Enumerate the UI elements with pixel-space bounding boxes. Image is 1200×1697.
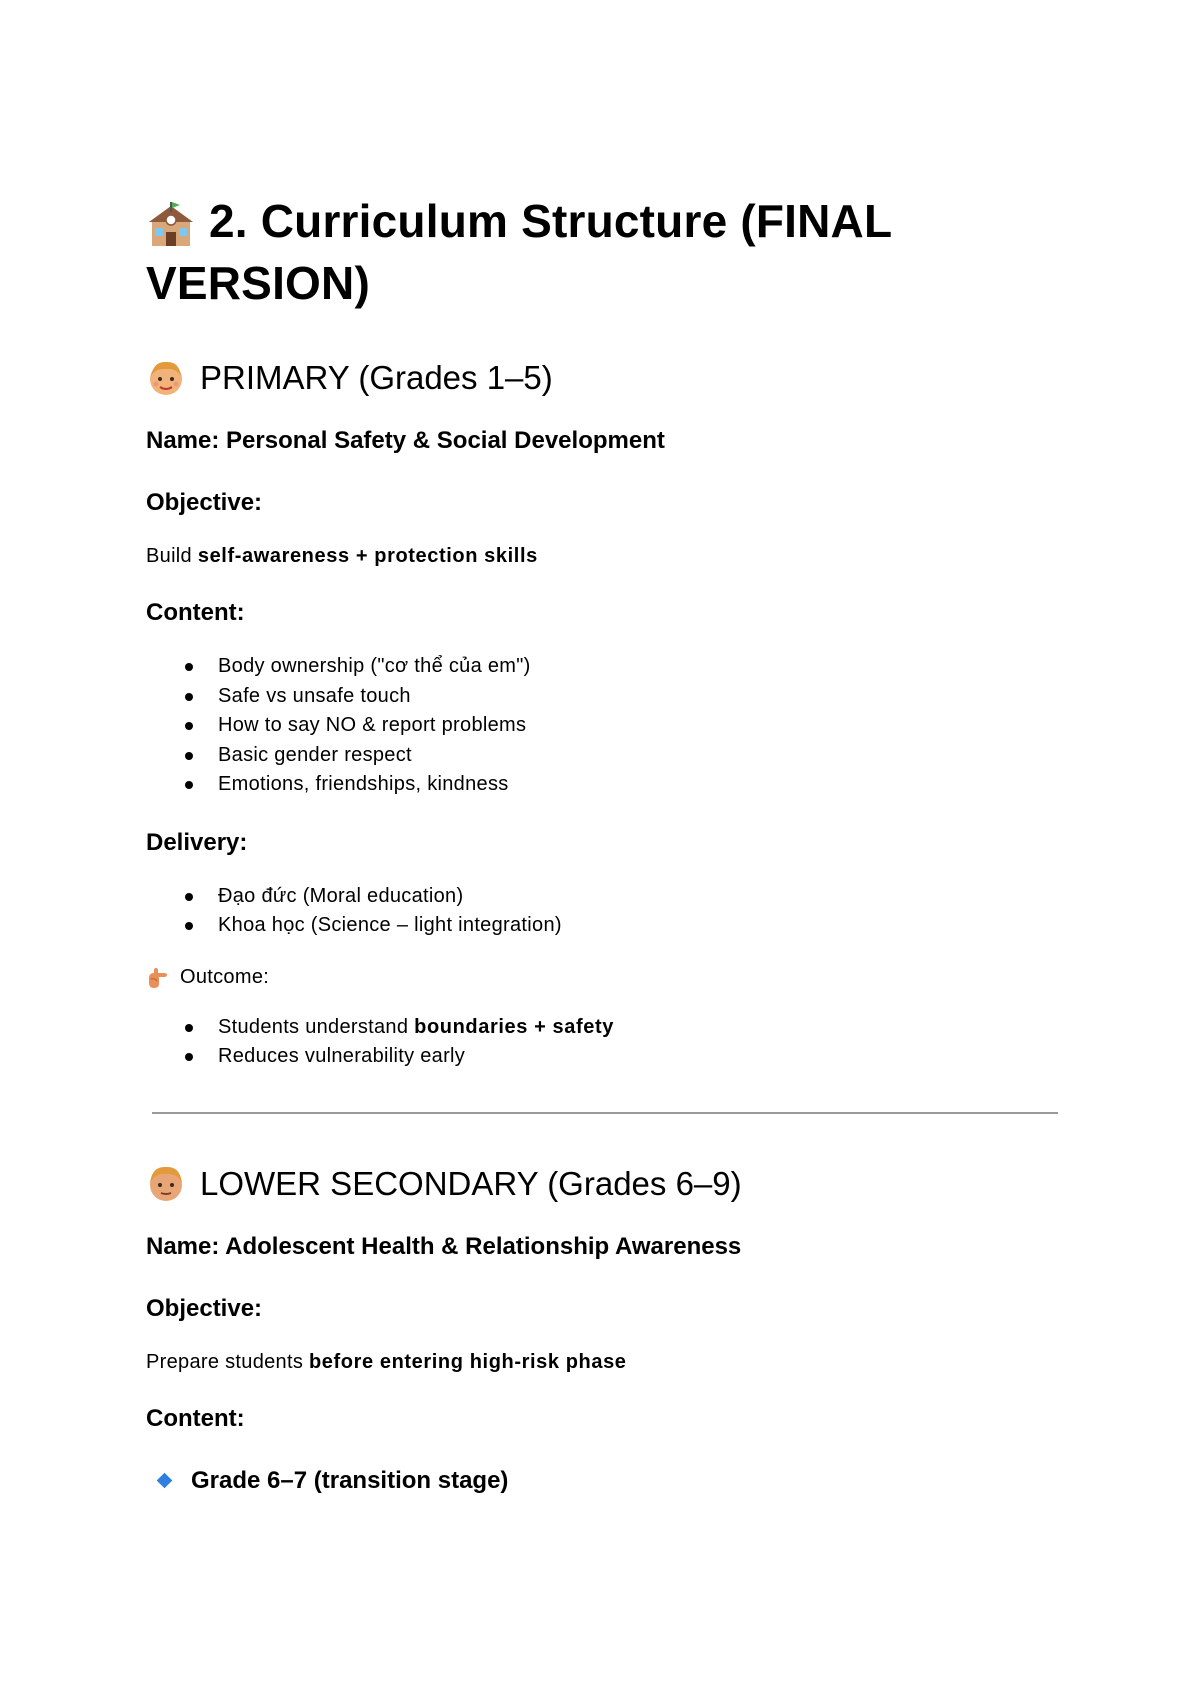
blue-diamond-icon xyxy=(157,1473,173,1489)
bullet-dot-icon xyxy=(185,752,193,760)
list-item xyxy=(146,652,1066,682)
list-item-text: Students understand xyxy=(218,1015,415,1038)
primary-content-label: Content: xyxy=(146,599,245,626)
primary-heading-text: PRIMARY (Grades 1–5) xyxy=(200,359,553,396)
primary-section-heading xyxy=(146,358,1066,398)
primary-outcome-label xyxy=(146,963,1066,991)
lower-secondary-objective-text xyxy=(146,1348,1066,1376)
lower-secondary-name: Name: Adolescent Health & Relationship Awareness xyxy=(146,1232,742,1260)
lower-secondary-objective-label: Objective: xyxy=(146,1294,263,1322)
bullet-dot-icon xyxy=(185,1053,193,1061)
list-item xyxy=(146,882,1066,912)
primary-objective-prefix: Build xyxy=(146,545,198,567)
lower-secondary-section-heading xyxy=(146,1164,1066,1204)
primary-objective-bold: self-awareness + protection skills xyxy=(197,545,538,567)
primary-objective-text xyxy=(146,542,1066,570)
primary-delivery-list xyxy=(146,882,1066,941)
primary-objective-label: Objective: xyxy=(146,489,263,516)
child-face-icon xyxy=(146,358,186,398)
bullet-dot-icon xyxy=(185,693,193,701)
bullet-dot-icon xyxy=(185,1024,193,1032)
list-item-text: Reduces vulnerability early xyxy=(218,1045,466,1067)
lower-secondary-objective-bold: before entering high-risk phase xyxy=(308,1350,627,1373)
list-item-text: Body ownership ("cơ thể của em") xyxy=(218,655,531,677)
bullet-dot-icon xyxy=(185,722,193,730)
bullet-dot-icon xyxy=(185,893,193,901)
primary-delivery-label: Delivery: xyxy=(146,828,248,856)
list-item-text: Safe vs unsafe touch xyxy=(218,684,411,707)
lower-secondary-heading-text: LOWER SECONDARY (Grades 6–9) xyxy=(200,1164,742,1202)
list-item-bold: boundaries + safety xyxy=(414,1015,614,1038)
document-content xyxy=(146,190,1066,1496)
lower-secondary-content-label: Content: xyxy=(146,1404,245,1432)
outcome-label-text: Outcome: xyxy=(180,965,270,988)
primary-outcome-list xyxy=(146,1013,1066,1072)
list-item xyxy=(146,770,1066,800)
list-item xyxy=(146,911,1066,941)
list-item-text: Đạo đức (Moral education) xyxy=(218,884,464,907)
school-building-icon xyxy=(146,200,196,250)
list-item xyxy=(146,711,1066,741)
lower-secondary-objective-prefix: Prepare students xyxy=(146,1350,309,1373)
bullet-dot-icon xyxy=(185,781,193,789)
document-title-text: 2. Curriculum Structure (FINAL VERSION) xyxy=(146,195,892,309)
grade-heading-text: Grade 6–7 (transition stage) xyxy=(191,1466,509,1494)
list-item-text: Emotions, friendships, kindness xyxy=(218,773,509,795)
bullet-dot-icon xyxy=(185,922,193,930)
list-item-text: How to say NO & report problems xyxy=(218,714,527,736)
pointing-hand-icon xyxy=(146,964,172,990)
primary-content-list xyxy=(146,652,1066,800)
list-item xyxy=(146,1013,1066,1043)
list-item-text: Khoa học (Science – light integration) xyxy=(218,914,562,936)
grade-6-7-heading xyxy=(146,1466,1066,1496)
list-item xyxy=(146,682,1066,712)
primary-name: Name: Personal Safety & Social Development xyxy=(146,427,665,454)
list-item xyxy=(146,741,1066,771)
bullet-dot-icon xyxy=(185,663,193,671)
list-item xyxy=(146,1042,1066,1072)
document-title xyxy=(146,190,1066,314)
teen-face-icon xyxy=(146,1164,186,1204)
list-item-text: Basic gender respect xyxy=(218,743,412,766)
